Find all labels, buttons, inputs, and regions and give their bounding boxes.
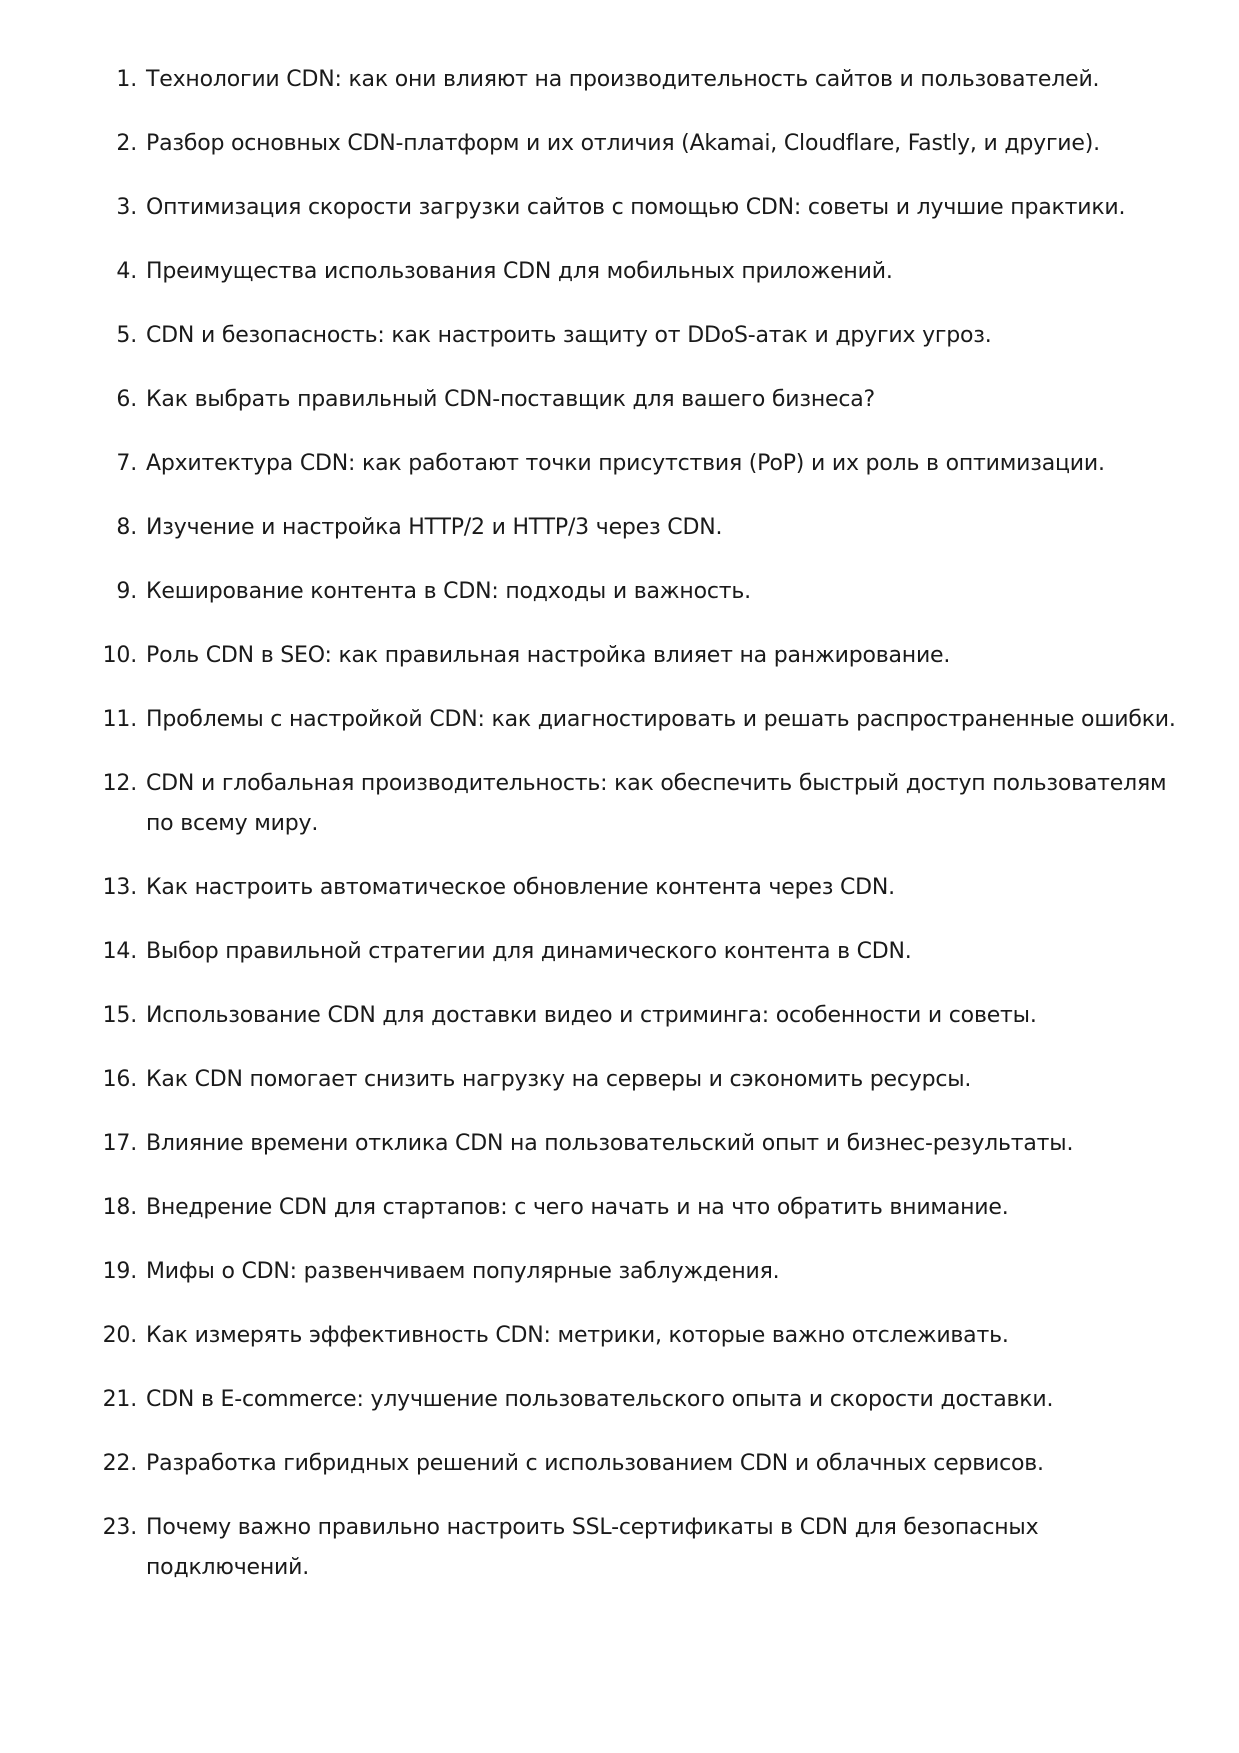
list-item-text: Кеширование контента в CDN: подходы и важность. xyxy=(146,579,751,604)
list-item-number: 6. xyxy=(116,387,137,412)
list-item-text: Архитектура CDN: как работают точки присутствия (PoP) и их роль в оптимизации. xyxy=(146,451,1105,476)
list-item-text: Как настроить автоматическое обновление контента через CDN. xyxy=(146,875,895,900)
list-item-number: 15. xyxy=(102,1003,137,1028)
list-item xyxy=(0,996,1239,1036)
list-item xyxy=(0,1508,1239,1588)
list-item xyxy=(0,124,1239,164)
list-item-text: Использование CDN для доставки видео и стриминга: особенности и советы. xyxy=(146,1003,1037,1028)
list-item-number: 19. xyxy=(102,1259,137,1284)
list-item-number: 13. xyxy=(102,875,137,900)
list-item-number: 1. xyxy=(116,67,137,92)
list-item-text: CDN и глобальная производительность: как обеспечить быстрый доступ пользователям по всему миру. xyxy=(146,771,1167,836)
list-item-number: 23. xyxy=(102,1515,137,1540)
list-item xyxy=(0,1060,1239,1100)
list-item xyxy=(0,1316,1239,1356)
list-item-number: 11. xyxy=(102,707,137,732)
list-item-text: Почему важно правильно настроить SSL-сертификаты в CDN для безопасных подключений. xyxy=(146,1515,1039,1580)
list-item xyxy=(0,1188,1239,1228)
list-item-number: 8. xyxy=(116,515,137,540)
list-item-text: Внедрение CDN для стартапов: с чего начать и на что обратить внимание. xyxy=(146,1195,1009,1220)
list-item-text: Проблемы с настройкой CDN: как диагностировать и решать распространенные ошибки. xyxy=(146,707,1176,732)
list-item-number: 7. xyxy=(116,451,137,476)
list-item-number: 9. xyxy=(116,579,137,604)
list-item-number: 2. xyxy=(116,131,137,156)
list-item-text: Как выбрать правильный CDN-поставщик для вашего бизнеса? xyxy=(146,387,876,412)
list-item xyxy=(0,508,1239,548)
topic-list xyxy=(0,60,1239,1612)
list-item-number: 3. xyxy=(116,195,137,220)
list-item-text: Влияние времени отклика CDN на пользовательский опыт и бизнес-результаты. xyxy=(146,1131,1074,1156)
list-item xyxy=(0,188,1239,228)
list-item-text: Разбор основных CDN-платформ и их отличия (Akamai, Cloudflare, Fastly, и другие). xyxy=(146,131,1100,156)
list-item-text: Преимущества использования CDN для мобильных приложений. xyxy=(146,259,893,284)
list-item xyxy=(0,1444,1239,1484)
list-item xyxy=(0,1252,1239,1292)
list-item-text: Изучение и настройка HTTP/2 и HTTP/3 через CDN. xyxy=(146,515,723,540)
list-item xyxy=(0,636,1239,676)
list-item-text: CDN и безопасность: как настроить защиту от DDoS-атак и других угроз. xyxy=(146,323,992,348)
list-item-text: Роль CDN в SEO: как правильная настройка влияет на ранжирование. xyxy=(146,643,951,668)
list-item xyxy=(0,868,1239,908)
list-item-text: Выбор правильной стратегии для динамического контента в CDN. xyxy=(146,939,912,964)
list-item xyxy=(0,700,1239,740)
list-item-number: 20. xyxy=(102,1323,137,1348)
list-item-number: 4. xyxy=(116,259,137,284)
list-item-number: 16. xyxy=(102,1067,137,1092)
list-item xyxy=(0,316,1239,356)
list-item xyxy=(0,932,1239,972)
list-item-text: Как измерять эффективность CDN: метрики, которые важно отслеживать. xyxy=(146,1323,1009,1348)
list-item-text: Мифы о CDN: развенчиваем популярные заблуждения. xyxy=(146,1259,780,1284)
list-item xyxy=(0,444,1239,484)
list-item-text: Разработка гибридных решений с использованием CDN и облачных сервисов. xyxy=(146,1451,1044,1476)
list-item-number: 17. xyxy=(102,1131,137,1156)
list-item xyxy=(0,1380,1239,1420)
list-item-number: 18. xyxy=(102,1195,137,1220)
list-item-number: 21. xyxy=(102,1387,137,1412)
list-item-text: Оптимизация скорости загрузки сайтов с помощью CDN: советы и лучшие практики. xyxy=(146,195,1126,220)
list-item xyxy=(0,572,1239,612)
list-item xyxy=(0,380,1239,420)
list-item-number: 12. xyxy=(102,771,137,796)
list-item-number: 14. xyxy=(102,939,137,964)
list-item-text: Как CDN помогает снизить нагрузку на серверы и сэкономить ресурсы. xyxy=(146,1067,972,1092)
list-item xyxy=(0,764,1239,844)
list-item-number: 10. xyxy=(102,643,137,668)
list-item xyxy=(0,1124,1239,1164)
list-item xyxy=(0,60,1239,100)
list-item-number: 22. xyxy=(102,1451,137,1476)
list-item-number: 5. xyxy=(116,323,137,348)
list-item xyxy=(0,252,1239,292)
list-item-text: CDN в E-commerce: улучшение пользовательского опыта и скорости доставки. xyxy=(146,1387,1054,1412)
list-item-text: Технологии CDN: как они влияют на производительность сайтов и пользователей. xyxy=(146,67,1100,92)
